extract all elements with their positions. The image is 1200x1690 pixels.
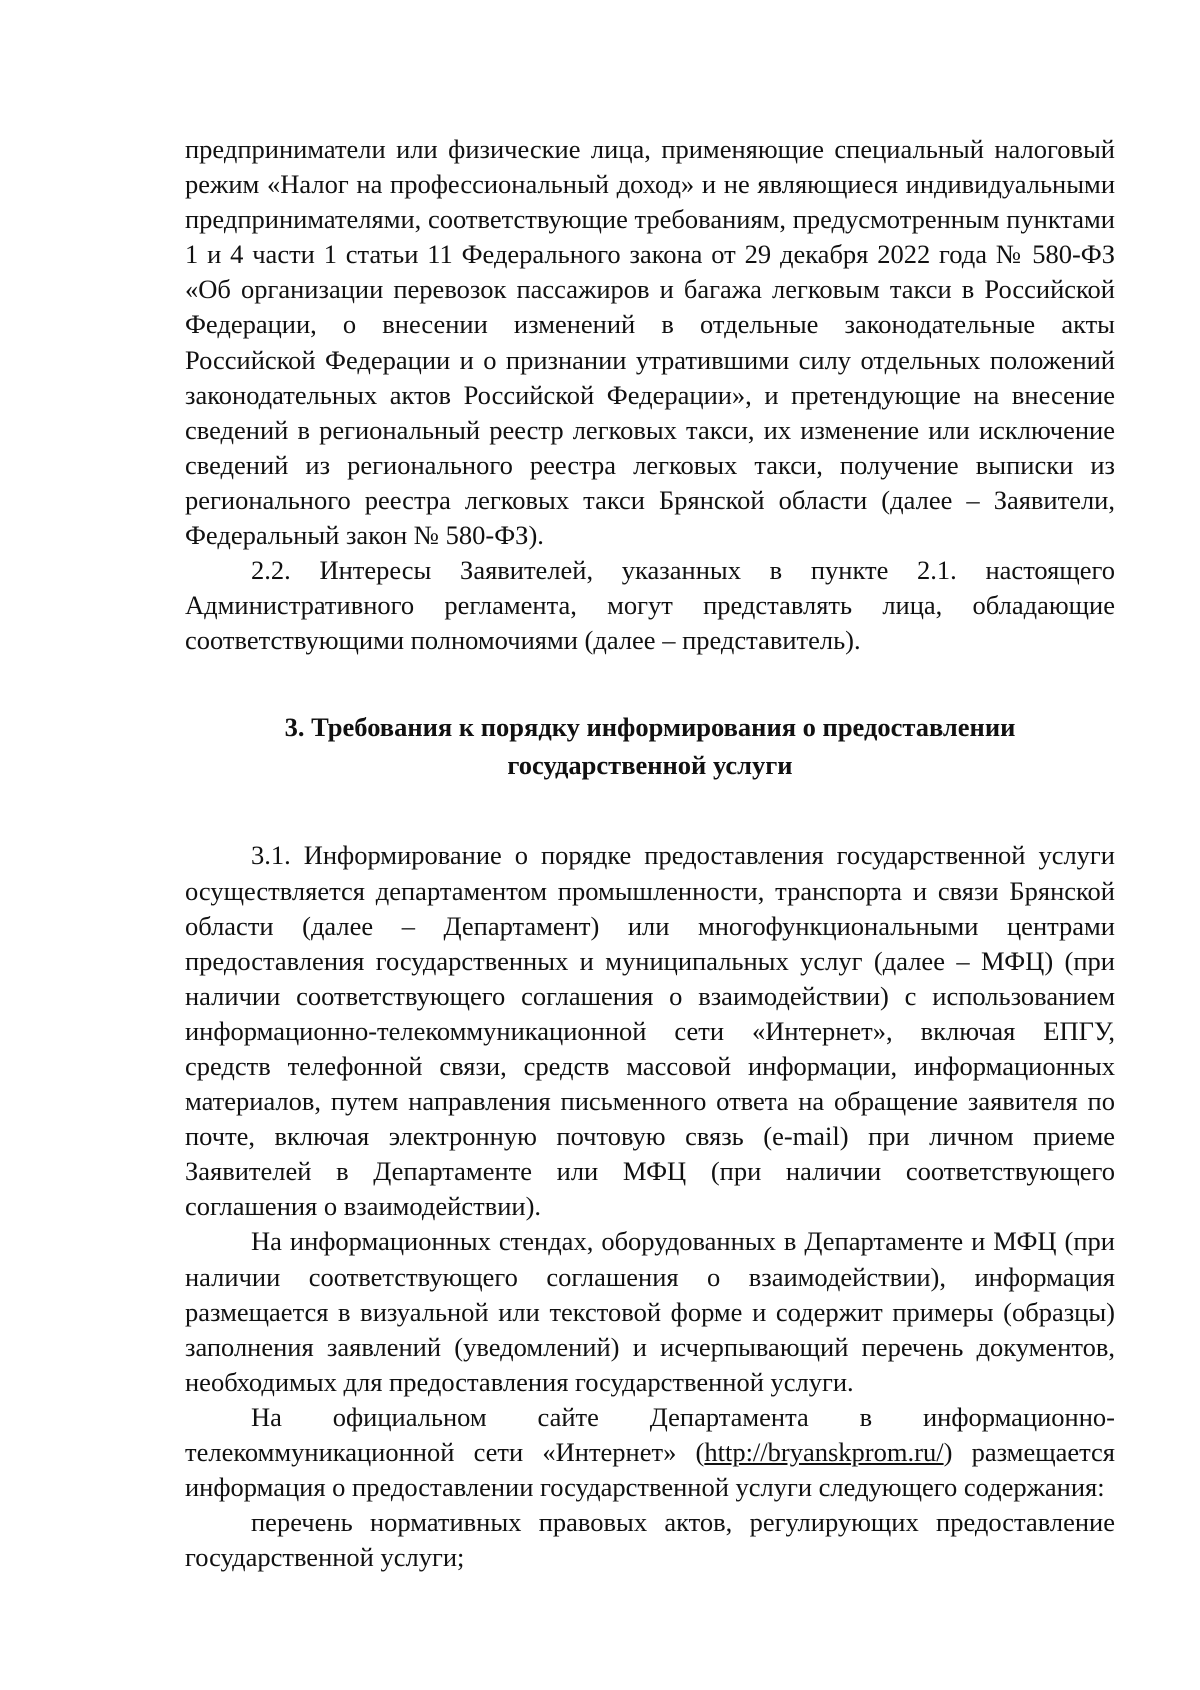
paragraph-applicants-continued: предприниматели или физические лица, применяющие специальный налоговый режим «Налог на профессиональный доход» и не являющиеся индивидуальными предпринимателями, соответствующие требованиям, предусмотренным пунктами 1 и 4 части 1 статьи 11 Федерального закона от 29 декабря 2022 года № 580-ФЗ «Об организации перевозок пассажиров и багажа легковым такси в Российской Федерации, о внесении изменений в отдельные законодательные акты Российской Федерации и о признании утратившими силу отдельных положений законодательных актов Российской Федерации», и претендующие на внесение сведений в региональный реестр легковых такси, их изменение или исключение сведений из регионального реестра легковых такси, получение выписки из регионального реестра легковых такси Брянской области (далее – Заявители, Федеральный закон № 580-ФЗ). — [185, 134, 1115, 551]
section-3-heading — [185, 708, 1115, 784]
paragraph-3-1: 3.1. Информирование о порядке предоставления государственной услуги осуществляется департаментом промышленности, транспорта и связи Брянской области (далее – Департамент) или многофункциональными центрами предоставления государственных и муниципальных услуг (далее – МФЦ) (при наличии соответствующего соглашения о взаимодействии) с использованием информационно-телекоммуникационной сети «Интернет», включая ЕПГУ, средств телефонной связи, средств массовой информации, информационных материалов, путем направления письменного ответа на обращение заявителя по почте, включая электронную почтовую связь (e-mail) при личном приеме Заявителей в Департаменте или МФЦ (при наличии соответствующего соглашения о взаимодействии). — [185, 840, 1115, 1222]
official-site-text-before: На официальном сайте Департамента в информационно-телекоммуникационной сети «Интернет» ( — [185, 1401, 1115, 1467]
document-body — [185, 132, 1115, 1575]
paragraph-list-item-legal-acts: перечень нормативных правовых актов, регулирующих предоставление государственной услуги; — [185, 1507, 1115, 1573]
section-3-heading-line1: 3. Требования к порядку информирования о предоставлении — [284, 712, 1016, 743]
paragraph-info-stands: На информационных стендах, оборудованных в Департаменте и МФЦ (при наличии соответствующего соглашения о взаимодействии), информация размещается в визуальной или текстовой форме и содержит примеры (образцы) заполнения заявлений (уведомлений) и исчерпывающий перечень документов, необходимых для предоставления государственной услуги. — [185, 1226, 1115, 1397]
official-site-text-after: ) размещается информация о предоставлении государственной услуги следующего содержания: — [185, 1437, 1115, 1503]
official-site-link[interactable]: http://bryanskprom.ru/ — [704, 1437, 944, 1467]
paragraph-official-site — [185, 1400, 1115, 1505]
section-3-heading-line2: государственной услуги — [507, 750, 793, 781]
paragraph-2-2: 2.2. Интересы Заявителей, указанных в пункте 2.1. настоящего Административного регламента, могут представлять лица, обладающие соответствующими полномочиями (далее – представитель). — [185, 555, 1115, 656]
